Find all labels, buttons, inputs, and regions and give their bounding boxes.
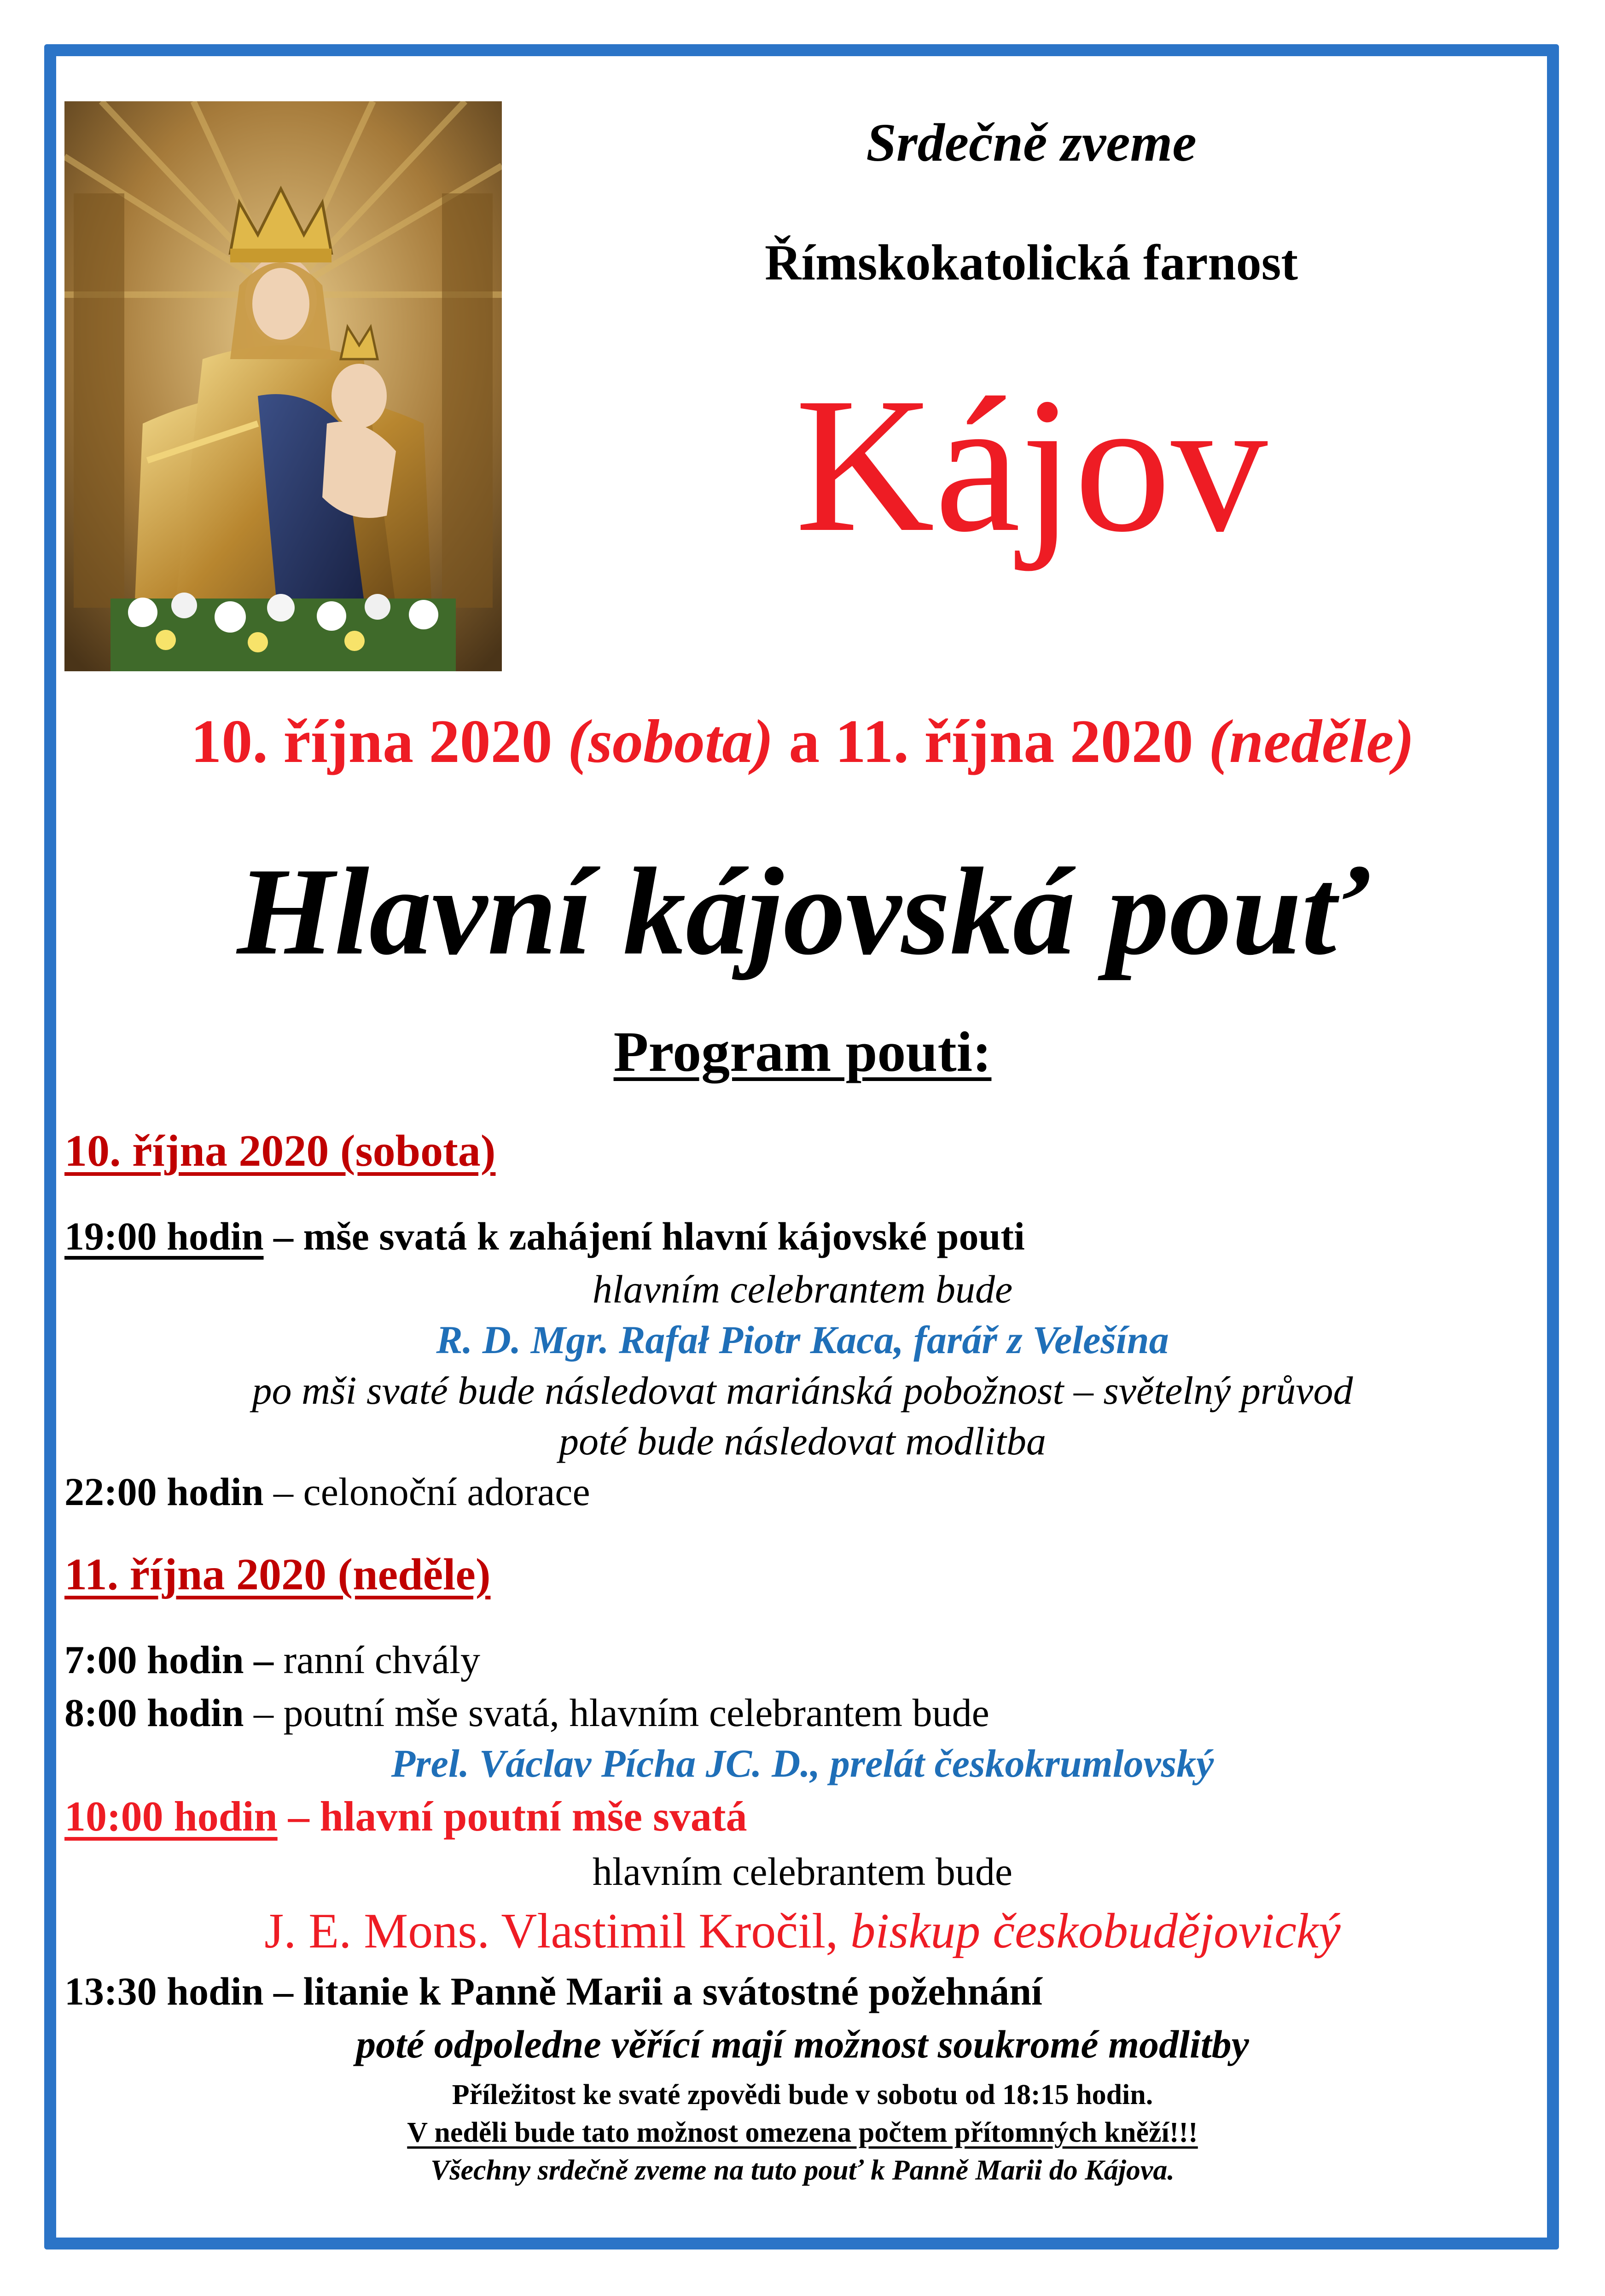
saturday-item-mass	[64, 1211, 1025, 1261]
event-headline: Hlavní kájovská pouť	[237, 842, 1368, 981]
saturday-adoration-text: – celonoční adorace	[263, 1470, 590, 1514]
saturday-item-adoration	[64, 1466, 590, 1517]
sunday-litany-text: – litanie k Panně Marii a svátostné požehnání	[263, 1969, 1042, 2013]
town-title: Kájov	[795, 358, 1268, 572]
note-welcome: Všechny srdečně zveme na tuto pouť k Panně Marii do Kájova.	[430, 2155, 1175, 2186]
saturday-celebrant-intro: hlavním celebrantem bude	[592, 1267, 1013, 1311]
saturday-prayer: poté bude následovat modlitba	[558, 1419, 1047, 1463]
sunday-celebrant-prelate: Prel. Václav Pícha JC. D., prelát českokrumlovský	[391, 1741, 1214, 1785]
sunday-celebrant-intro: hlavním celebrantem bude	[592, 1849, 1013, 1894]
program-title	[0, 1017, 1605, 1087]
program-title-text: Program pouti:	[613, 1020, 992, 1083]
parish-name: Římskokatolická farnost	[764, 234, 1298, 291]
sunday-bishop	[0, 1901, 1605, 1961]
saturday-after-mass: po mši svaté bude následovat mariánská pobožnost – světelný průvod	[252, 1368, 1353, 1412]
note-limit-text: V neděli bude tato možnost omezena počtem přítomných kněží!!!	[407, 2117, 1198, 2148]
sunday-mass8-text: – poutní mše svatá, hlavním celebrantem bude	[244, 1691, 989, 1735]
sunday-heading	[64, 1547, 490, 1602]
sunday-afternoon-prayer: poté odpoledne věřící mají možnost soukromé modlitby	[356, 2022, 1249, 2066]
sunday-item-litany	[64, 1966, 1042, 2017]
madonna-statue-photo	[64, 101, 502, 671]
date-first: 10. října 2020	[191, 707, 552, 775]
sunday-item-lauds	[64, 1634, 480, 1685]
saturday-heading-text: 10. října 2020 (sobota)	[64, 1126, 496, 1176]
sunday-main-mass-time: 10:00 hodin	[64, 1793, 278, 1840]
date-conjunction: a	[789, 707, 820, 775]
sunday-mass8-time: 8:00 hodin	[64, 1691, 244, 1735]
saturday-celebrant-name: R. D. Mgr. Rafał Piotr Kaca, farář z Velešína	[436, 1318, 1169, 1362]
day-first: (sobota)	[568, 707, 773, 775]
note-limit	[0, 2114, 1605, 2151]
event-dates	[0, 704, 1605, 778]
saturday-adoration-time: 22:00 hodin	[64, 1470, 264, 1514]
saturday-mass-text: – mše svatá k zahájení hlavní kájovské pouti	[263, 1214, 1025, 1258]
note-confession: Příležitost ke svaté zpovědi bude v sobotu od 18:15 hodin.	[452, 2079, 1153, 2110]
sunday-heading-text: 11. října 2020 (neděle)	[64, 1550, 491, 1599]
sunday-item-mass-8	[64, 1687, 989, 1738]
date-second: 11. října 2020	[835, 707, 1193, 775]
sunday-lauds-time: 7:00 hodin –	[64, 1638, 274, 1682]
bishop-title: biskup českobudějovický	[838, 1904, 1341, 1959]
sunday-main-mass-text: – hlavní poutní mše svatá	[277, 1793, 747, 1840]
day-second: (neděle)	[1209, 707, 1414, 775]
invitation-line: Srdečně zveme	[866, 112, 1197, 173]
sunday-item-main-mass	[64, 1791, 747, 1842]
saturday-mass-time: 19:00 hodin	[64, 1214, 264, 1258]
sunday-litany-time: 13:30 hodin	[64, 1969, 264, 2013]
saturday-heading	[64, 1123, 495, 1179]
bishop-name: J. E. Mons. Vlastimil Kročil,	[264, 1904, 838, 1959]
sunday-lauds-text: ranní chvály	[273, 1638, 480, 1682]
